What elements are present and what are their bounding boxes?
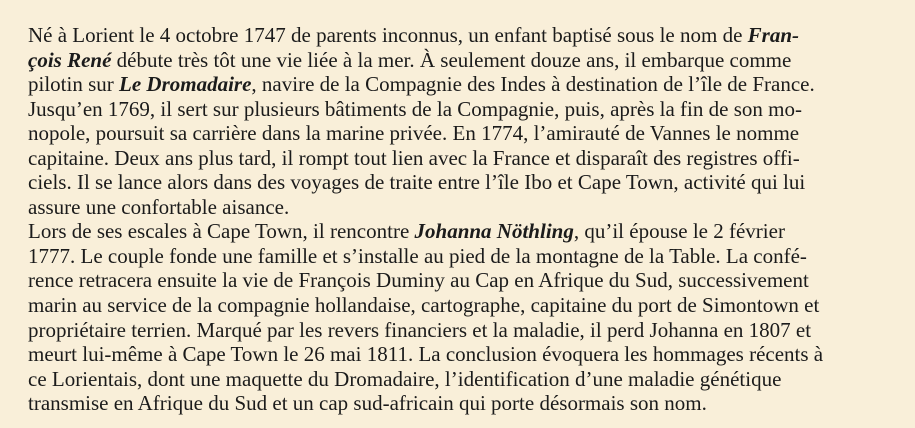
text-segment: Lors de ses escales à Cape Town, il rencontre <box>28 219 415 244</box>
text-line <box>28 195 895 220</box>
paragraph-2 <box>28 219 895 415</box>
text-segment: ciels. Il se lance alors dans des voyages de traite entre l’île Ibo et Cape Town, activité qui lui <box>28 170 806 195</box>
text-line <box>28 391 895 416</box>
text-segment: marin au service de la compagnie hollandaise, cartographe, capitaine du port de Simontown et <box>28 293 820 318</box>
emphasized-proper-name: Fran- <box>747 23 799 47</box>
text-segment: pilotin sur <box>28 72 120 97</box>
text-segment: assure une confortable aisance. <box>28 194 290 219</box>
text-segment: , qu’il épouse le 2 février <box>573 219 785 244</box>
text-line <box>28 367 895 392</box>
text-segment: nopole, poursuit sa carrière dans la marine privée. En 1774, l’amirauté de Vannes le nomme <box>28 121 800 146</box>
text-line <box>28 121 895 146</box>
text-segment: rence retracera ensuite la vie de François Duminy au Cap en Afrique du Sud, successivement <box>28 268 809 293</box>
biography-text-block <box>28 23 895 416</box>
text-line <box>28 146 895 171</box>
emphasized-proper-name: Le Dromadaire <box>119 72 252 97</box>
text-segment: meurt lui-même à Cape Town le 26 mai 1811. La conclusion évoquera les hommages récents à <box>28 342 824 367</box>
text-line <box>28 293 895 318</box>
text-segment: propriétaire terrien. Marqué par les revers financiers et la maladie, il perd Johanna en 1807 et <box>28 317 812 342</box>
text-segment: transmise en Afrique du Sud et un cap sud-africain qui porte désormais son nom. <box>28 391 707 416</box>
text-line <box>28 170 895 195</box>
text-line <box>28 219 895 244</box>
text-segment: 1777. Le couple fonde une famille et s’installe au pied de la montagne de la Table. La confé- <box>28 243 807 268</box>
text-line <box>28 342 895 367</box>
text-segment: Jusqu’en 1769, il sert sur plusieurs bâtiments de la Compagnie, puis, après la fin de son mo- <box>28 96 802 121</box>
text-segment: ce Lorientais, dont une maquette du Dromadaire, l’identification d’une maladie génétique <box>28 366 782 391</box>
emphasized-proper-name: çois René <box>28 47 112 72</box>
text-line <box>28 72 895 97</box>
text-line <box>28 97 895 122</box>
text-line <box>28 244 895 269</box>
text-segment: débute très tôt une vie liée à la mer. À seulement douze ans, il embarque comme <box>111 47 792 72</box>
text-line <box>28 318 895 343</box>
text-line <box>28 268 895 293</box>
text-segment: , navire de la Compagnie des Indes à destination de l’île de France. <box>251 72 815 97</box>
text-line <box>28 48 895 73</box>
paragraph-1 <box>28 23 895 219</box>
text-segment: Né à Lorient le 4 octobre 1747 de parents inconnus, un enfant baptisé sous le nom de <box>28 23 748 47</box>
text-segment: capitaine. Deux ans plus tard, il rompt tout lien avec la France et disparaît des registres offi- <box>28 145 800 170</box>
emphasized-proper-name: Johanna Nöthling <box>414 219 574 244</box>
text-line <box>28 23 895 48</box>
